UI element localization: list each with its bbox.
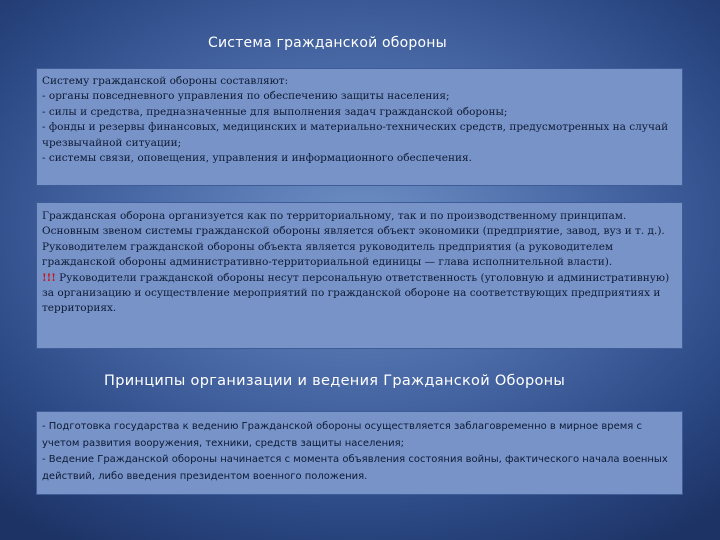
section-heading: Принципы организации и ведения Гражданской Обороны <box>104 373 566 389</box>
composition-item: - силы и средства, предназначенные для выполнения задач гражданской обороны; <box>42 105 508 118</box>
principle-item: - Ведение Гражданской обороны начинается с момента объявления состояния войны, фактического начала военных действий, либо введения президентом военного положения. <box>42 454 668 482</box>
composition-item: - органы повседневного управления по обеспечению защиты населения; <box>42 90 450 103</box>
composition-intro: Систему гражданской обороны составляют: <box>42 75 289 87</box>
organization-paragraph: Гражданская оборона организуется как по территориальному, так и по производственному принципам. Основным звеном системы гражданской обороны является объект экономики (предприятие, завод, вуз и т. д.). <box>42 210 665 238</box>
responsibility-paragraph <box>42 271 678 317</box>
civil-defense-organization-box <box>36 202 683 349</box>
page-title: Система гражданской обороны <box>208 35 447 51</box>
responsibility-text: Руководители гражданской обороны несут персональную ответственность (уголовную и административную) за организацию и осуществление мероприятий по гражданской обороне на соответствующих предприятиях и территориях. <box>42 271 670 315</box>
composition-item: - фонды и резервы финансовых, медицинских и материально-технических средств, предусмотренных на случай чрезвычайной ситуации; <box>42 121 669 149</box>
alert-mark: !!! <box>42 271 56 284</box>
principle-item: - Подготовка государства к ведению Гражданской обороны осуществляется заблаговременно в мирное время с учетом развития вооружения, техники, средств защиты населения; <box>42 421 642 449</box>
composition-item: - системы связи, оповещения, управления и информационного обеспечения. <box>42 152 472 165</box>
principles-box <box>36 411 683 495</box>
leadership-paragraph: Руководителем гражданской обороны объекта является руководитель предприятия (а руководителем гражданской обороны административно-территориальной единицы — глава исполнительной власти). <box>42 240 614 269</box>
civil-defense-composition-box <box>36 68 683 186</box>
